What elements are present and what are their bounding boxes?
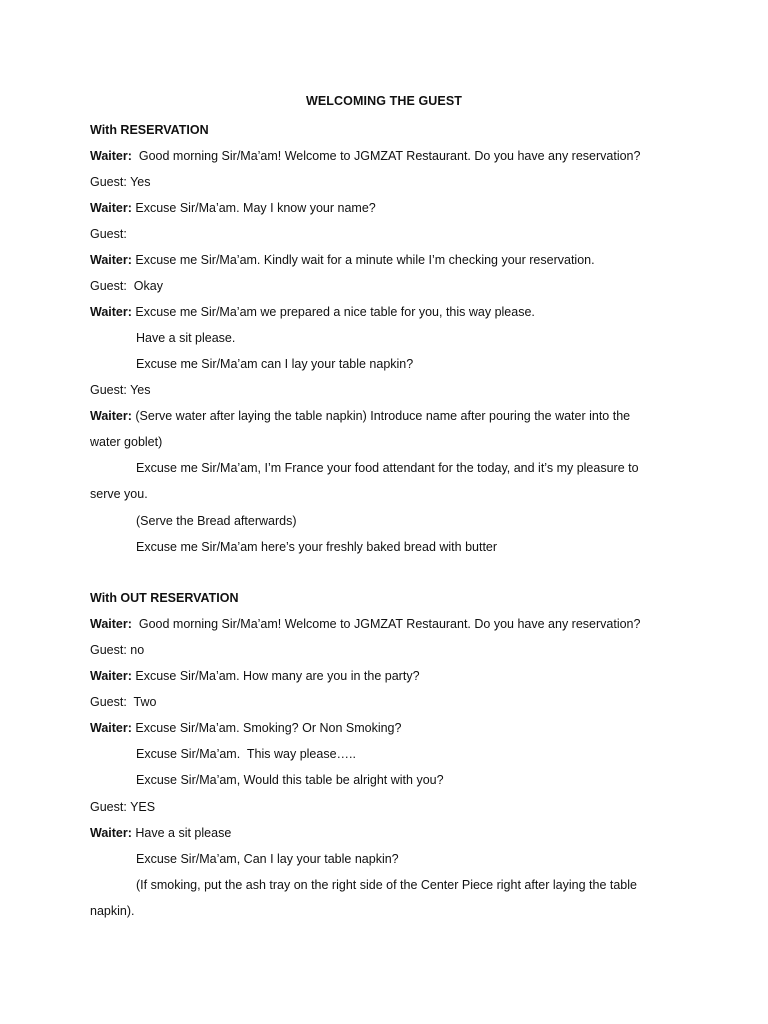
speaker-label: Waiter:	[90, 826, 132, 840]
line-text: Excuse me Sir/Ma’am we prepared a nice table for you, this way please.	[131, 305, 535, 319]
line-text: Good morning Sir/Ma’am! Welcome to JGMZAT Restaurant. Do you have any reservation?	[131, 149, 641, 163]
dialogue-line	[136, 746, 356, 762]
dialogue-line	[90, 668, 420, 684]
dialogue-line	[90, 486, 148, 502]
dialogue-line	[90, 694, 156, 710]
dialogue-line	[90, 174, 150, 190]
line-text: Excuse Sir/Ma’am, Would this table be alright with you?	[136, 773, 444, 787]
line-text: Guest: Two	[90, 695, 157, 709]
dialogue-line	[136, 772, 444, 788]
dialogue-line	[90, 825, 231, 841]
line-text: napkin).	[90, 904, 135, 918]
dialogue-line	[90, 616, 640, 632]
dialogue-line	[136, 330, 235, 346]
dialogue-line	[90, 408, 630, 424]
dialogue-line	[136, 539, 497, 555]
speaker-label: Waiter:	[90, 305, 132, 319]
line-text: Have a sit please.	[136, 331, 236, 345]
line-text: Have a sit please	[131, 826, 232, 840]
dialogue-line	[90, 200, 376, 216]
dialogue-line	[136, 851, 399, 867]
line-text: Guest:	[90, 227, 127, 241]
dialogue-line	[90, 720, 401, 736]
line-text: Excuse me Sir/Ma’am can I lay your table napkin?	[136, 357, 414, 371]
line-text: Excuse Sir/Ma’am. May I know your name?	[131, 201, 376, 215]
line-text: water goblet)	[90, 435, 163, 449]
line-text: serve you.	[90, 487, 148, 501]
section-heading-reservation: With RESERVATION	[90, 123, 209, 137]
line-text: Excuse me Sir/Ma’am, I’m France your food attendant for the today, and it’s my pleasure to	[136, 461, 639, 475]
dialogue-line	[90, 382, 150, 398]
dialogue-line	[90, 278, 163, 294]
dialogue-line	[90, 903, 134, 919]
line-text: (Serve the Bread afterwards)	[136, 514, 297, 528]
line-text: (If smoking, put the ash tray on the right side of the Center Piece right after laying the table	[136, 878, 637, 892]
speaker-label: Waiter:	[90, 201, 132, 215]
speaker-label: Waiter:	[90, 253, 132, 267]
dialogue-line	[136, 877, 637, 893]
section-heading-without-reservation: With OUT RESERVATION	[90, 591, 239, 605]
dialogue-line	[90, 252, 595, 268]
line-text: Guest: no	[90, 643, 145, 657]
dialogue-line	[90, 148, 640, 164]
line-text: Guest: YES	[90, 800, 156, 814]
dialogue-line	[136, 356, 413, 372]
speaker-label: Waiter:	[90, 149, 132, 163]
line-text: Excuse Sir/Ma’am. How many are you in the party?	[131, 669, 420, 683]
dialogue-line	[90, 799, 155, 815]
line-text: Excuse me Sir/Ma’am here’s your freshly baked bread with butter	[136, 540, 498, 554]
line-text: (Serve water after laying the table napkin) Introduce name after pouring the water into the	[131, 409, 631, 423]
line-text: Excuse Sir/Ma’am, Can I lay your table napkin?	[136, 852, 399, 866]
dialogue-line	[136, 513, 297, 529]
line-text: Excuse Sir/Ma’am. Smoking? Or Non Smoking?	[131, 721, 402, 735]
page-title: WELCOMING THE GUEST	[305, 94, 463, 108]
line-text: Excuse me Sir/Ma’am. Kindly wait for a minute while I’m checking your reservation.	[131, 253, 595, 267]
dialogue-line	[90, 304, 535, 320]
speaker-label: Waiter:	[90, 669, 132, 683]
speaker-label: Waiter:	[90, 617, 132, 631]
line-text: Guest: Yes	[90, 175, 151, 189]
dialogue-line	[136, 460, 639, 476]
line-text: Excuse Sir/Ma’am. This way please…..	[136, 747, 356, 761]
line-text: Guest: Yes	[90, 383, 151, 397]
line-text: Guest: Okay	[90, 279, 163, 293]
line-text: Good morning Sir/Ma’am! Welcome to JGMZAT Restaurant. Do you have any reservation?	[131, 617, 641, 631]
speaker-label: Waiter:	[90, 721, 132, 735]
dialogue-line	[90, 434, 162, 450]
speaker-label: Waiter:	[90, 409, 132, 423]
dialogue-line	[90, 642, 144, 658]
dialogue-line	[90, 226, 127, 242]
